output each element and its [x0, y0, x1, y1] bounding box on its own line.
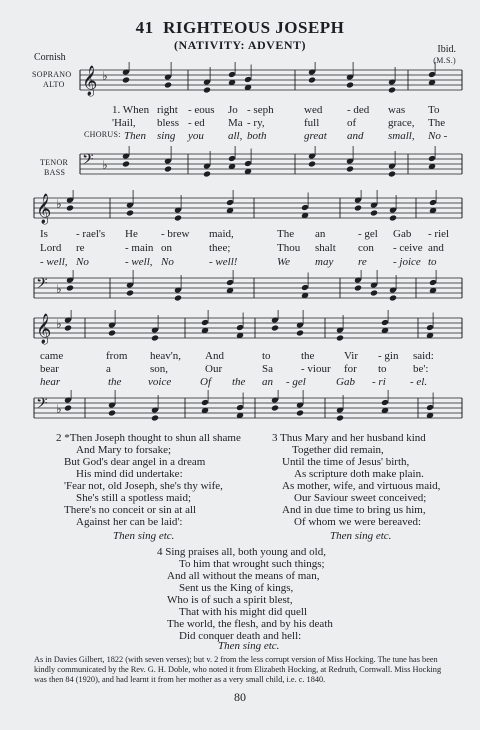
treble-clef: 𝄞	[36, 194, 52, 224]
lyric-syllable: The	[277, 228, 295, 240]
note-head	[354, 284, 362, 291]
lyric-syllable: He	[125, 228, 138, 240]
lyric-syllable: the	[108, 376, 122, 388]
lyric-syllable: - ri	[372, 376, 386, 388]
flat-key-signature: ♭	[56, 197, 62, 211]
lyric-syllable: Our	[205, 363, 223, 375]
lyric-syllable: - ded	[347, 104, 370, 116]
lyric-syllable: - main	[125, 242, 154, 254]
verse-line: That with his might did quell	[179, 606, 308, 618]
lyric-syllable: and	[347, 130, 364, 142]
hymn-number: 41	[135, 18, 154, 37]
note-head	[271, 404, 279, 411]
note-head	[164, 81, 172, 88]
lyric-syllable: sing	[157, 130, 176, 142]
lyric-syllable: And	[205, 350, 224, 362]
lyric-syllable: may	[315, 256, 334, 268]
lyric-syllable: - ed	[188, 117, 205, 129]
lyric-syllable: said:	[413, 350, 434, 362]
lyric-syllable: bear	[40, 363, 59, 375]
verse-line: Sent us the King of kings,	[179, 582, 294, 594]
music-staff-treble	[0, 190, 480, 230]
lyric-syllable: The	[428, 117, 446, 129]
lyric-syllable: 1. When	[112, 104, 150, 116]
flat-key-signature: ♭	[56, 282, 62, 296]
note-head	[308, 160, 316, 167]
note-head	[346, 165, 354, 172]
flat-key-signature: ♭	[102, 158, 108, 172]
note-head	[296, 329, 304, 336]
music-staff-bass	[0, 146, 480, 186]
lyric-syllable: - ry,	[247, 117, 265, 129]
lyric-syllable: - gin	[378, 350, 399, 362]
lyric-syllable: No -	[428, 130, 448, 142]
verse-4	[157, 546, 333, 642]
note-head	[336, 414, 344, 421]
treble-clef: 𝄞	[82, 66, 98, 96]
verse-line: 2 *Then Joseph thought to shun all shame	[56, 432, 241, 444]
verse-3	[272, 432, 440, 528]
treble-clef: 𝄞	[36, 314, 52, 344]
lyric-syllable: Gab	[393, 228, 412, 240]
verse-2	[56, 432, 241, 528]
bass-clef: 𝄢	[36, 275, 48, 296]
hymn-title	[0, 18, 480, 38]
lyric-syllable: Is	[40, 228, 48, 240]
lyric-syllable: We	[277, 256, 291, 268]
lyric-syllable: bless	[157, 117, 179, 129]
lyric-syllable: full	[304, 117, 320, 129]
hymn-subtitle: (NATIVITY: ADVENT)	[173, 38, 307, 52]
tune-origin: Cornish	[34, 52, 66, 63]
lyric-syllable: Sa	[262, 363, 273, 375]
lyric-syllable: - rael's	[76, 228, 106, 240]
lyric-syllable: to	[428, 256, 437, 268]
lyric-syllable: voice	[148, 376, 172, 388]
lyric-syllable: hear	[40, 376, 61, 388]
hymn-name: RIGHTEOUS JOSEPH	[163, 18, 345, 37]
verse-line: Together did remain,	[292, 444, 384, 456]
lyric-syllable: to	[262, 350, 271, 362]
voice-label-alto: ALTO	[43, 80, 65, 89]
lyric-syllable: great	[304, 130, 327, 142]
note-head	[126, 289, 134, 296]
lyric-syllable: on	[161, 242, 172, 254]
lyric-syllable: 'Hail,	[112, 117, 136, 129]
lyric-syllable: - eous	[188, 104, 215, 116]
note-head	[174, 294, 182, 301]
chorus-label: CHORUS:	[84, 130, 121, 139]
music-staff-bass	[0, 270, 480, 310]
verse-line: There's no conceit or sin at all	[64, 504, 197, 516]
verse-line: As scripture doth make plain.	[294, 468, 424, 480]
note-head	[66, 204, 74, 211]
bass-clef: 𝄢	[82, 151, 94, 172]
flat-key-signature: ♭	[102, 69, 108, 83]
lyric-syllable: wed	[304, 104, 323, 116]
lyric-syllable: all,	[228, 130, 243, 142]
music-staff-bass	[0, 390, 480, 430]
verse-line: The world, the flesh, and by his death	[167, 618, 333, 630]
verse-line: Of whom we were bereaved:	[294, 516, 422, 528]
lyric-syllable: - joice	[393, 256, 421, 268]
lyric-syllable: the	[301, 350, 315, 362]
verse-line: And all without the means of man,	[167, 570, 320, 582]
note-head	[126, 209, 134, 216]
lyric-syllable: - el.	[410, 376, 428, 388]
voice-label-bass: BASS	[44, 168, 66, 177]
verse-line: 3 Thus Mary and her husband kind	[272, 432, 426, 444]
lyric-syllable: No	[76, 256, 89, 268]
refrain-cue: Then sing etc.	[113, 530, 175, 542]
lyric-syllable: shalt	[315, 242, 336, 254]
note-head	[151, 334, 159, 341]
lyric-syllable: maid,	[209, 228, 234, 240]
note-head	[122, 160, 130, 167]
lyric-syllable: - gel	[358, 228, 378, 240]
note-head	[174, 214, 182, 221]
verse-line: Our Saviour sweet conceived;	[294, 492, 427, 504]
note-head	[151, 414, 159, 421]
lyric-syllable: - gel	[286, 376, 306, 388]
lyric-syllable: heav'n,	[150, 350, 181, 362]
lyric-syllable: Of	[200, 376, 211, 388]
lyric-syllable: Ma	[228, 117, 243, 129]
lyric-syllable: grace,	[388, 117, 415, 129]
verse-line: As mother, wife, and virtuous maid,	[282, 480, 441, 492]
note-head	[389, 294, 397, 301]
lyric-syllable: - viour	[301, 363, 331, 375]
note-head	[108, 329, 116, 336]
refrain-cue: Then sing etc.	[330, 530, 392, 542]
lyric-syllable: - riel	[428, 228, 450, 240]
lyric-syllable: - seph	[247, 104, 274, 116]
lyric-syllable: an	[262, 376, 273, 388]
lyric-syllable: - well,	[40, 256, 68, 268]
note-head	[122, 76, 130, 83]
note-head	[271, 324, 279, 331]
note-head	[64, 324, 72, 331]
verse-line: Against her can be laid':	[76, 516, 183, 528]
lyric-syllable: thee;	[209, 242, 231, 254]
lyric-syllable: - well,	[125, 256, 153, 268]
lyric-syllable: re	[358, 256, 367, 268]
note-head	[308, 76, 316, 83]
lyric-syllable: came	[40, 350, 64, 362]
lyric-syllable: for	[344, 363, 357, 375]
lyric-syllable: and	[428, 242, 444, 254]
lyric-syllable: you	[188, 130, 204, 142]
lyric-syllable: both	[247, 130, 267, 142]
flat-key-signature: ♭	[56, 317, 62, 331]
lyric-syllable: - ceive	[393, 242, 423, 254]
note-head	[388, 86, 396, 93]
lyric-syllable: Jo	[228, 104, 238, 116]
lyric-syllable: - brew	[161, 228, 190, 240]
lyric-syllable: con	[358, 242, 374, 254]
verse-line: But God's dear angel in a dream	[64, 456, 206, 468]
note-head	[64, 404, 72, 411]
refrain-cue: Then sing etc.	[218, 640, 280, 652]
verse-line: Until the time of Jesus' birth,	[282, 456, 410, 468]
verse-line: And Mary to forsake;	[76, 444, 172, 456]
lyric-syllable: an	[315, 228, 326, 240]
lyric-syllable: be':	[413, 363, 429, 375]
lyric-syllable: from	[106, 350, 128, 362]
lyric-syllable: re	[76, 242, 85, 254]
verse-line: 4 Sing praises all, both young and old,	[157, 546, 326, 558]
verse-line: And in due time to bring us him,	[282, 504, 426, 516]
lyric-syllable: the	[232, 376, 246, 388]
lyric-syllable: Gab	[336, 376, 355, 388]
note-head	[296, 409, 304, 416]
verse-line: Who is of such a spirit blest,	[167, 594, 293, 606]
voice-label-tenor: TENOR	[40, 158, 69, 167]
verse-line: To him that wrought such things;	[179, 558, 325, 570]
note-head	[346, 81, 354, 88]
lyric-syllable: Lord	[40, 242, 62, 254]
lyric-syllable: to	[378, 363, 387, 375]
bass-clef: 𝄢	[36, 395, 48, 416]
verse-line: 'Fear not, old Joseph, she's thy wife,	[64, 480, 223, 492]
note-head	[203, 170, 211, 177]
note-head	[370, 209, 378, 216]
lyric-syllable: Thou	[277, 242, 301, 254]
flat-key-signature: ♭	[56, 402, 62, 416]
footnote: As in Davies Gilbert, 1822 (with seven verses); but v. 2 from the less corrupt version of Miss Hocking. The tune has been kindly communicated by the Rev. G. H. Doble, who noted it from Elizabeth Hocking, at Redruth, Cornwall. Miss Hocking was then 84 (1920), and had learnt it from her mother as a very small child, i.e. c. 1840.	[34, 655, 442, 684]
lyric-syllable: was	[388, 104, 406, 116]
lyric-syllable: a	[106, 363, 111, 375]
lyric-syllable: small,	[388, 130, 415, 142]
note-head	[164, 165, 172, 172]
lyric-syllable: No	[161, 256, 174, 268]
lyric-syllable: To	[428, 104, 440, 116]
note-head	[336, 334, 344, 341]
note-head	[388, 170, 396, 177]
note-head	[108, 409, 116, 416]
verse-line: Did conquer death and hell:	[179, 630, 302, 642]
page-number: 80	[234, 690, 246, 704]
verse-line: His mind did undertake:	[76, 468, 183, 480]
lyric-syllable: son,	[150, 363, 169, 375]
text-source: Ibid.	[437, 44, 456, 55]
note-head	[203, 86, 211, 93]
text-source-initials: (M.S.)	[433, 56, 456, 65]
note-head	[370, 289, 378, 296]
lyric-syllable: Then	[124, 130, 146, 142]
verse-line: She's still a spotless maid;	[76, 492, 192, 504]
music-staff-treble	[0, 62, 480, 102]
lyric-syllable: right	[157, 104, 178, 116]
voice-label-soprano: SOPRANO	[32, 70, 72, 79]
note-head	[389, 214, 397, 221]
note-head	[66, 284, 74, 291]
lyric-syllable: - well!	[209, 256, 238, 268]
note-head	[354, 204, 362, 211]
lyric-syllable: of	[347, 117, 357, 129]
music-staff-treble	[0, 310, 480, 350]
lyric-syllable: Vir	[344, 350, 359, 362]
